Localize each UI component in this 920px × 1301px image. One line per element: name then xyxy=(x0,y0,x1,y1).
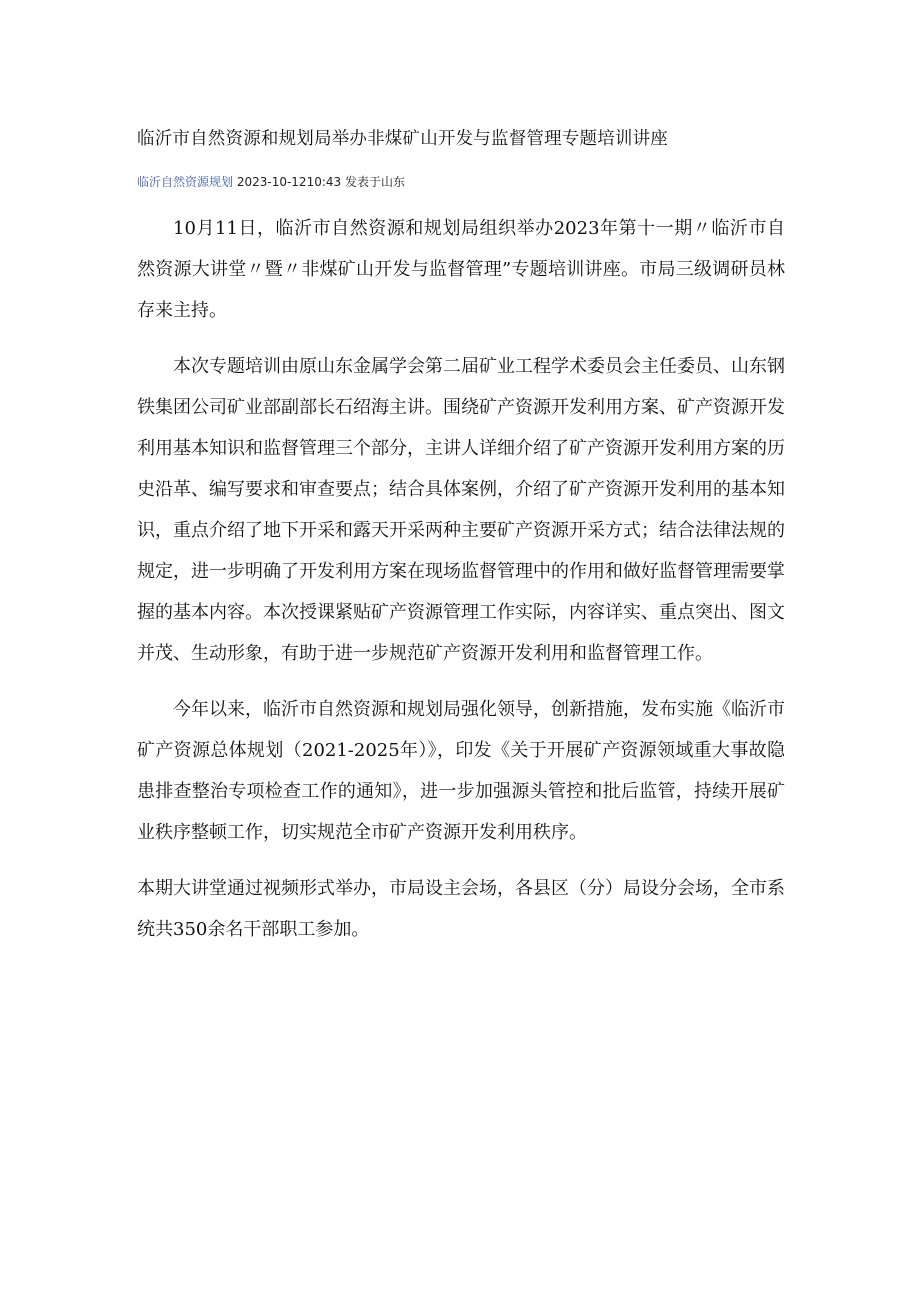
paragraph-4: 本期大讲堂通过视频形式举办，市局设主会场，各县区（分）局设分会场，全市系统共350余名干部职工参加。 xyxy=(137,878,785,940)
article-title: 临沂市自然资源和规划局举办非煤矿山开发与监督管理专题培训讲座 xyxy=(137,129,668,149)
article-meta xyxy=(137,172,405,192)
article-body xyxy=(137,208,785,965)
publish-info: 2023-10-1210:43 发表于山东 xyxy=(233,175,405,189)
paragraph-3: 今年以来，临沂市自然资源和规划局强化领导，创新措施，发布实施《临沂市矿产资源总体规划（2021-2025年）》，印发《关于开展矿产资源领域重大事故隐患排查整治专项检查工作的通知》，进一步加强源头管控和批后监管，持续开展矿业秩序整顿工作，切实规范全市矿产资源开发利用秩序。 xyxy=(137,699,785,843)
paragraph-2: 本次专题培训由原山东金属学会第二届矿业工程学术委员会主任委员、山东钢铁集团公司矿业部副部长石绍海主讲。围绕矿产资源开发利用方案、矿产资源开发利用基本知识和监督管理三个部分，主讲人详细介绍了矿产资源开发利用方案的历史沿革、编写要求和审查要点；结合具体案例，介绍了矿产资源开发利用的基本知识，重点介绍了地下开采和露天开采两种主要矿产资源开采方式；结合法律法规的规定，进一步明确了开发利用方案在现场监督管理中的作用和做好监督管理需要掌握的基本内容。本次授课紧贴矿产资源管理工作实际，内容详实、重点突出、图文并茂、生动形象，有助于进一步规范矿产资源开发利用和监督管理工作。 xyxy=(137,356,785,664)
paragraph-1: 10月11日，临沂市自然资源和规划局组织举办2023年第十一期〃临沂市自然资源大讲堂〃暨〃非煤矿山开发与监督管理”专题培训讲座。市局三级调研员林存来主持。 xyxy=(137,218,785,321)
source-link[interactable]: 临沂自然资源规划 xyxy=(137,175,234,189)
